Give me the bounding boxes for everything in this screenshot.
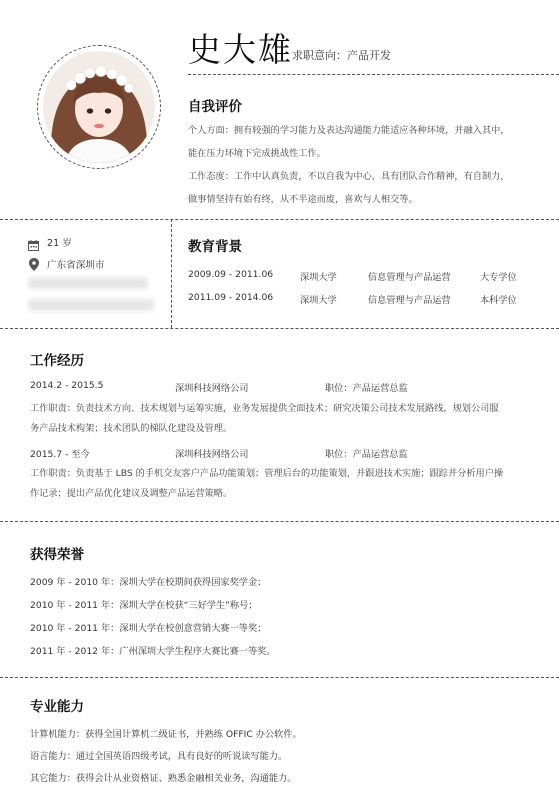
edu-major: 信息管理与产品运营 xyxy=(368,272,451,283)
edu-major: 信息管理与产品运营 xyxy=(368,295,451,306)
self-eval-line: 工作态度：工作中认真负责，不以自我为中心，具有团队合作精神，有自制力， xyxy=(188,171,510,182)
avatar xyxy=(43,51,155,163)
edu-degree: 本科学位 xyxy=(480,295,517,306)
self-eval-line: 做事情坚持有始有终，从不半途而废，喜欢与人相交等。 xyxy=(188,194,418,205)
age: 21 岁 xyxy=(47,238,72,249)
job-company: 深圳科技网络公司 xyxy=(175,383,249,394)
skill-item: 语言能力：通过全国英语四级考试，具有良好的听说读写能力。 xyxy=(30,751,288,762)
edu-school: 深圳大学 xyxy=(300,272,337,283)
job-duty-line: 工作职责：负责技术方向、技术规划与运筹实施，业务发展提供全面技术；研究决策公司技术发展路线，规划公司服 xyxy=(30,403,499,414)
section-divider xyxy=(0,328,559,329)
job-duty xyxy=(30,462,503,505)
section-divider xyxy=(0,219,559,220)
self-eval-text xyxy=(188,119,510,211)
skills-title: 专业能力 xyxy=(30,699,84,715)
section-divider xyxy=(0,521,559,522)
column-divider xyxy=(171,219,172,328)
education-title: 教育背景 xyxy=(188,239,242,255)
candidate-name: 史大雄 xyxy=(188,30,293,69)
redacted-contact xyxy=(28,277,148,289)
calendar-icon xyxy=(28,236,39,255)
self-eval-title: 自我评价 xyxy=(188,99,242,115)
edu-school: 深圳大学 xyxy=(300,295,337,306)
skill-item: 计算机能力：获得全国计算机二级证书，并熟练 OFFIC 办公软件。 xyxy=(30,729,302,740)
job-period: 2014.2 - 2015.5 xyxy=(30,380,104,391)
skill-item: 其它能力：获得会计从业资格证、熟悉金融相关业务，沟通能力。 xyxy=(30,773,297,784)
job-position: 职位：产品运营总监 xyxy=(325,449,408,460)
job-period: 2015.7 - 至今 xyxy=(30,449,90,460)
self-eval-line: 个人方面：拥有较强的学习能力及表达沟通能力能适应各种环境，并融入其中， xyxy=(188,125,510,136)
honor-item: 2010 年 - 2011 年：深圳大学在校获“三好学生”称号； xyxy=(30,600,258,611)
header-divider xyxy=(188,74,559,75)
job-position: 职位：产品运营总监 xyxy=(325,383,408,394)
honors-title: 获得荣誉 xyxy=(30,547,84,563)
location: 广东省深圳市 xyxy=(47,260,105,271)
job-duty-line: 作记录；提出产品优化建议及调整产品运营策略。 xyxy=(30,488,233,499)
work-title: 工作经历 xyxy=(30,353,84,369)
honor-item: 2010 年 - 2011 年：深圳大学在校创意营销大赛一等奖； xyxy=(30,623,267,634)
edu-degree: 大专学位 xyxy=(480,272,517,283)
self-eval-line: 能在压力环境下完成挑战性工作。 xyxy=(188,148,326,159)
job-duty xyxy=(30,397,499,440)
job-duty-line: 务产品技术构架；技术团队的梯队化建设及管理。 xyxy=(30,423,233,434)
job-duty-line: 工作职责：负责基于 LBS 的手机交友客户产品功能策划；管理后台的功能策划，并跟进技术实施；跟踪并分析用户操 xyxy=(30,468,504,479)
location-pin-icon xyxy=(29,256,39,275)
edu-period: 2011.09 - 2014.06 xyxy=(188,292,274,303)
edu-period: 2009.09 - 2011.06 xyxy=(188,269,274,280)
honor-item: 2009 年 - 2010 年：深圳大学在校期间获得国家奖学金； xyxy=(30,577,267,588)
redacted-contact xyxy=(28,299,154,311)
honor-item: 2011 年 - 2012 年：广州深圳大学生程序大赛比赛一等奖。 xyxy=(30,646,276,657)
job-company: 深圳科技网络公司 xyxy=(175,449,249,460)
section-divider xyxy=(0,677,559,678)
job-intent: 求职意向：产品开发 xyxy=(292,49,391,62)
